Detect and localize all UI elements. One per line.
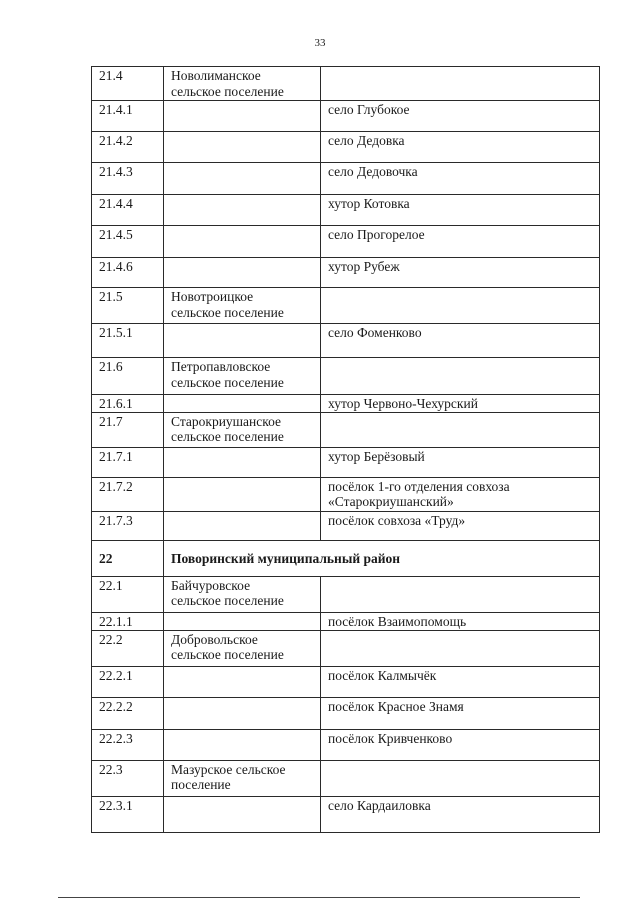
- row-locality: село Кардаиловка: [321, 796, 600, 832]
- table-row: [92, 358, 600, 395]
- row-settlement: Мазурское сельское поселение: [164, 760, 321, 796]
- row-code: 21.4.2: [92, 132, 164, 163]
- row-settlement: [164, 666, 321, 697]
- row-locality: село Дедовочка: [321, 163, 600, 195]
- row-settlement: [164, 511, 321, 540]
- table-row: [92, 226, 600, 258]
- row-locality: [321, 358, 600, 395]
- table-row: [92, 258, 600, 288]
- district-row: [92, 540, 600, 576]
- table-row: [92, 163, 600, 195]
- row-settlement: [164, 226, 321, 258]
- row-code: 21.6.1: [92, 395, 164, 413]
- table-row: [92, 511, 600, 540]
- row-locality: посёлок Красное Знамя: [321, 697, 600, 729]
- row-code: 21.7: [92, 412, 164, 447]
- row-settlement: [164, 477, 321, 511]
- row-code: 21.7.2: [92, 477, 164, 511]
- row-settlement: [164, 697, 321, 729]
- row-locality: [321, 576, 600, 612]
- row-settlement: [164, 796, 321, 832]
- row-settlement: Новолиманское сельское поселение: [164, 67, 321, 101]
- table-row: [92, 132, 600, 163]
- row-locality: хутор Берёзовый: [321, 447, 600, 477]
- table-row: [92, 67, 600, 101]
- page-bottom-rule: [58, 897, 580, 898]
- settlements-table: [91, 66, 600, 833]
- row-settlement: [164, 395, 321, 413]
- row-settlement: [164, 612, 321, 630]
- table-row: [92, 612, 600, 630]
- row-code: 22.3.1: [92, 796, 164, 832]
- row-locality: село Дедовка: [321, 132, 600, 163]
- table-row: [92, 288, 600, 324]
- row-locality: село Прогорелое: [321, 226, 600, 258]
- row-code: 21.4.1: [92, 101, 164, 132]
- district-name: Поворинский муниципальный район: [164, 540, 600, 576]
- row-code: 21.5.1: [92, 324, 164, 358]
- row-locality: посёлок 1-го отделения совхоза «Старокриушанский»: [321, 477, 600, 511]
- row-code: 22.2: [92, 630, 164, 666]
- row-code: 22.2.2: [92, 697, 164, 729]
- row-locality: [321, 630, 600, 666]
- row-code: 21.7.3: [92, 511, 164, 540]
- row-code: 22.1: [92, 576, 164, 612]
- row-locality: [321, 67, 600, 101]
- table-row: [92, 395, 600, 413]
- row-settlement: Добровольское сельское поселение: [164, 630, 321, 666]
- table-row: [92, 796, 600, 832]
- table-row: [92, 630, 600, 666]
- row-locality: село Фоменково: [321, 324, 600, 358]
- row-locality: [321, 288, 600, 324]
- row-locality: посёлок Кривченково: [321, 729, 600, 760]
- row-code: 21.4.5: [92, 226, 164, 258]
- row-settlement: [164, 324, 321, 358]
- row-code: 21.4.6: [92, 258, 164, 288]
- row-locality: посёлок Калмычёк: [321, 666, 600, 697]
- table-row: [92, 412, 600, 447]
- table-row: [92, 760, 600, 796]
- district-code: 22: [92, 540, 164, 576]
- row-locality: хутор Котовка: [321, 195, 600, 226]
- row-code: 22.2.3: [92, 729, 164, 760]
- row-settlement: [164, 132, 321, 163]
- table-row: [92, 729, 600, 760]
- row-settlement: [164, 101, 321, 132]
- table-row: [92, 447, 600, 477]
- row-code: 22.1.1: [92, 612, 164, 630]
- row-code: 22.2.1: [92, 666, 164, 697]
- row-code: 21.4.3: [92, 163, 164, 195]
- row-settlement: [164, 163, 321, 195]
- table-row: [92, 324, 600, 358]
- row-locality: посёлок Взаимопомощь: [321, 612, 600, 630]
- row-code: 21.5: [92, 288, 164, 324]
- row-locality: хутор Рубеж: [321, 258, 600, 288]
- row-settlement: Старокриушанское сельское поселение: [164, 412, 321, 447]
- row-code: 21.4.4: [92, 195, 164, 226]
- row-code: 21.6: [92, 358, 164, 395]
- row-locality: [321, 760, 600, 796]
- row-code: 21.4: [92, 67, 164, 101]
- table-row: [92, 477, 600, 511]
- page-number: 33: [314, 37, 326, 49]
- row-settlement: [164, 195, 321, 226]
- row-settlement: [164, 258, 321, 288]
- table-row: [92, 666, 600, 697]
- row-settlement: [164, 447, 321, 477]
- row-code: 21.7.1: [92, 447, 164, 477]
- table-row: [92, 697, 600, 729]
- row-locality: посёлок совхоза «Труд»: [321, 511, 600, 540]
- table-row: [92, 576, 600, 612]
- row-settlement: Петропавловское сельское поселение: [164, 358, 321, 395]
- row-code: 22.3: [92, 760, 164, 796]
- row-locality: хутор Червоно-Чехурский: [321, 395, 600, 413]
- row-settlement: Байчуровское сельское поселение: [164, 576, 321, 612]
- row-settlement: Новотроицкое сельское поселение: [164, 288, 321, 324]
- row-settlement: [164, 729, 321, 760]
- table-row: [92, 195, 600, 226]
- row-locality: [321, 412, 600, 447]
- table-row: [92, 101, 600, 132]
- row-locality: село Глубокое: [321, 101, 600, 132]
